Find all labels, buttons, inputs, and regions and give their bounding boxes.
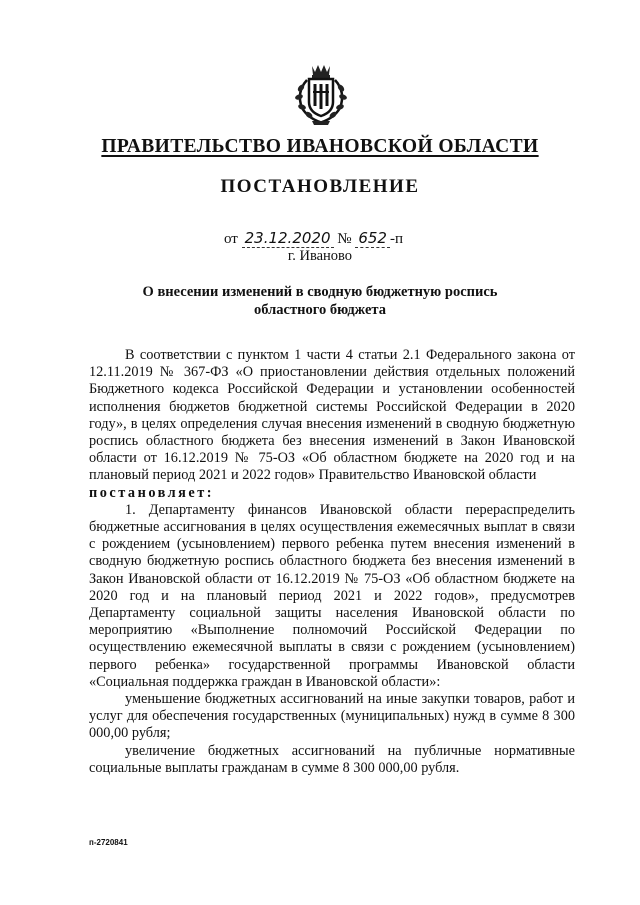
number-suffix: -п [389, 231, 403, 247]
date-number-line [224, 229, 403, 248]
date-prefix: от [224, 231, 238, 247]
subject-line-1: О внесении изменений в сводную бюджетную роспись [142, 284, 498, 300]
organization-title-text: ПРАВИТЕЛЬСТВО ИВАНОВСКОЙ ОБЛАСТИ [101, 136, 539, 157]
increase-paragraph: увеличение бюджетных ассигнований на публичные нормативные социальные выплаты гражданам в сумме 8 300 000,00 рубля. [89, 742, 575, 776]
decrease-paragraph: уменьшение бюджетных ассигнований на иные закупки товаров, работ и услуг для обеспечения государственных (муниципальных) нужд в сумме 8 300 000,00 рубля; [89, 691, 575, 742]
document-date: 23.12.2020 [242, 229, 334, 248]
resolves-line [89, 485, 575, 502]
preamble-paragraph: В соответствии с пунктом 1 части 4 статьи 2.1 Федерального закона от 12.11.2019 № 367-ФЗ «О приостановлении действия отдельных положений Бюджетного кодекса Российской Федерации и установлении особенностей исполнения бюджетов бюджетной системы Российской Федерации в 2020 году», в целях определения случая внесения изменений в сводную бюджетную роспись областного бюджета без внесения изменений в Закон Ивановской области от 16.12.2019 № 75-ОЗ «Об областном бюджете на 2020 год и на плановый период 2021 и 2022 годов» Правительство Ивановской области [89, 347, 575, 484]
subject-line-2: областного бюджета [254, 302, 386, 318]
organization-title [0, 136, 640, 158]
document-body [89, 347, 575, 777]
coat-of-arms-icon [292, 62, 350, 126]
resolves-word: постановляет: [89, 484, 215, 501]
document-number: 652 [355, 229, 390, 248]
document-type: ПОСТАНОВЛЕНИЕ [220, 176, 420, 197]
item-1-paragraph: 1. Департаменту финансов Ивановской области перераспределить бюджетные ассигнования в целях осуществления ежемесячных выплат в связи с рождением (усыновлением) первого ребенка путем внесения изменений в сводную бюджетную роспись областного бюджета без внесения изменений в Закон Ивановской области от 16.12.2019 № 75-ОЗ «Об областном бюджете на 2020 год и на плановый период 2021 и 2022 годов», предусмотрев Департаменту социальной защиты населения Ивановской области по мероприятию «Выполнение полномочий Российской Федерации по осуществлению ежемесячной выплаты в связи с рождением (усыновлением) первого ребенка» государственной программы Ивановской области «Социальная поддержка граждан в Ивановской области»: [89, 501, 575, 690]
document-code: п-2720841 [89, 838, 128, 847]
city: г. Иваново [287, 248, 353, 264]
document-subject [120, 283, 520, 319]
number-label: № [337, 231, 352, 247]
